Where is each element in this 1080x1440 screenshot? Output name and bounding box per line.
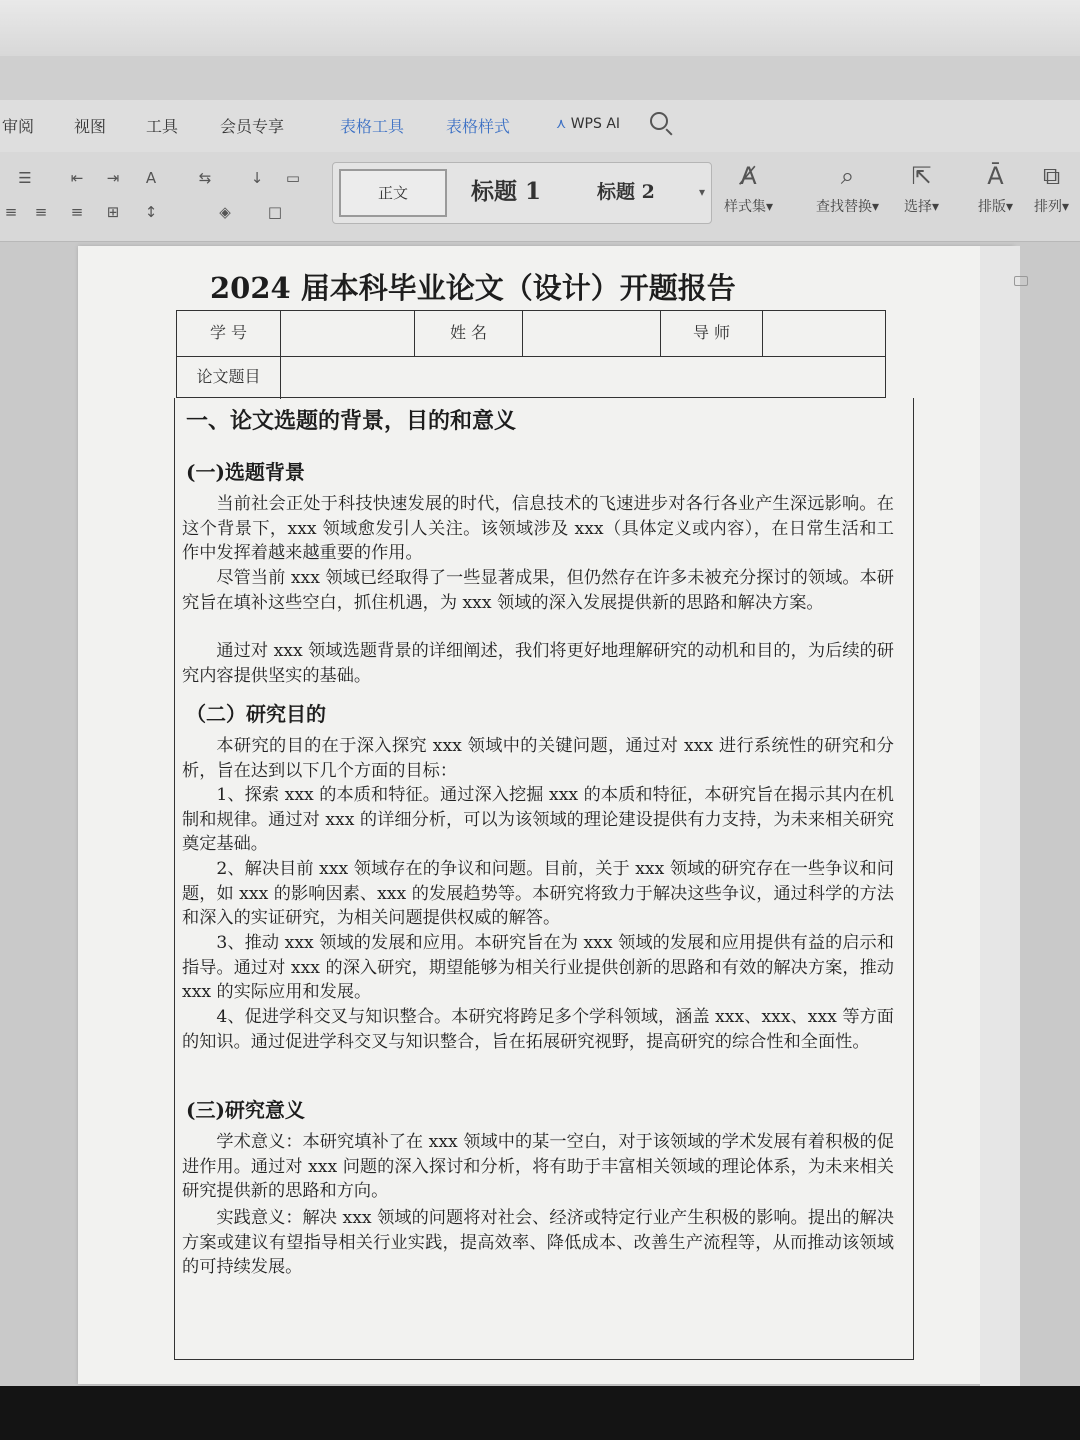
find-replace-button[interactable]: ⌕ 查找替换▾ xyxy=(816,162,880,215)
sort-icon[interactable]: ↓ xyxy=(250,169,264,187)
align-right-icon[interactable]: ≡ xyxy=(70,203,84,221)
paragraph: 尽管当前 xxx 领域已经取得了一些显著成果，但仍然存在许多未被充分探讨的领域。本研究旨在填补这些空白，抓住机遇，为 xxx 领域的深入发展提供新的思路和解决方案。 xyxy=(182,568,894,613)
paragraph: 学术意义：本研究填补了在 xxx 领域中的某一空白，对于该领域的学术发展有着积极的促进作用。通过对 xxx 问题的深入探讨和分析，将有助于丰富相关领域的理论体系，为未来相关研究提供新的思路和方向。 xyxy=(182,1132,894,1202)
show-marks-icon[interactable]: ▭ xyxy=(285,169,301,187)
style-set-label: 样式集 xyxy=(724,199,766,215)
subsection-heading-purpose: （二）研究目的 xyxy=(186,702,326,726)
subsection-heading-background: (一)选题背景 xyxy=(186,460,305,484)
magnifier-icon: ⌕ xyxy=(840,162,855,190)
layout-label: 排版 xyxy=(978,199,1006,215)
advisor-field[interactable] xyxy=(763,311,887,356)
select-label: 选择 xyxy=(904,199,932,215)
menu-review[interactable]: 审阅 xyxy=(2,117,35,136)
paragraph: 实践意义：解决 xxx 领域的问题将对社会、经济或特定行业产生积极的影响。提出的解决方案或建议有望指导相关行业实践，提高效率、降低成本、改善生产流程等，从而推动该领域的可持续发展。 xyxy=(182,1208,894,1278)
advisor-label: 导 师 xyxy=(661,311,763,356)
wps-ai-label: WPS AI xyxy=(570,116,621,132)
menu-bar xyxy=(0,100,1080,152)
name-label: 姓 名 xyxy=(415,311,523,356)
paragraph: 1、探索 xxx 的本质和特征。通过深入挖掘 xxx 的本质和特征，本研究旨在揭示其内在机制和规律。通过对 xxx 的详细分析，可以为该领域的理论建设提供有力支持，为未来相关研究奠定基础。 xyxy=(182,785,894,855)
layout-button[interactable]: Ā 排版▾ xyxy=(978,162,1014,215)
student-id-field[interactable] xyxy=(281,311,415,356)
increase-indent-icon[interactable]: ⇥ xyxy=(106,169,120,187)
paragraph: 通过对 xxx 领域选题背景的详细阐述，我们将更好地理解研究的动机和目的，为后续的研究内容提供坚实的基础。 xyxy=(182,641,894,686)
document-title: 2024 届本科毕业论文（设计）开题报告 xyxy=(210,271,736,305)
top-bezel xyxy=(0,0,1080,56)
style-heading-1[interactable]: 标题 1 xyxy=(471,178,542,205)
font-case-icon[interactable]: A xyxy=(145,169,157,187)
info-table-row xyxy=(177,311,885,357)
paragraph: 3、推动 xxx 领域的发展和应用。本研究旨在为 xxx 领域的发展和应用提供有益的启示和指导。通过对 xxx 的深入研究，期望能够为相关行业提供创新的思路和有效的解决方案，推动 xxx 的实际应用和发展。 xyxy=(182,933,894,1003)
style-set-button[interactable]: A̸ 样式集▾ xyxy=(724,162,774,215)
style-set-icon: A̸ xyxy=(740,162,757,190)
menu-view[interactable]: 视图 xyxy=(74,117,107,136)
info-table xyxy=(176,310,886,398)
wps-ai-icon: ⋏ xyxy=(556,116,571,132)
border-icon[interactable]: □ xyxy=(267,203,283,221)
menu-tools[interactable]: 工具 xyxy=(146,117,179,136)
menu-table-tools[interactable]: 表格工具 xyxy=(340,117,405,136)
paragraph: 2、解决目前 xxx 领域存在的争议和问题。目前，关于 xxx 领域的研究存在一些争议和问题，如 xxx 的影响因素、xxx 的发展趋势等。本研究将致力于解决这些争议，通过科学的方法和深入的实证研究，为相关问题提供权威的解答。 xyxy=(182,859,894,929)
style-heading-2[interactable]: 标题 2 xyxy=(597,181,655,203)
paragraph: 4、促进学科交叉与知识整合。本研究将跨足多个学科领域，涵盖 xxx、xxx、xxx 等方面的知识。通过促进学科交叉与知识整合，旨在拓展研究视野，提高研究的综合性和全面性。 xyxy=(182,1007,894,1052)
cursor-icon: ⇱ xyxy=(911,162,932,190)
bullet-list-icon[interactable]: ☰ xyxy=(18,169,32,187)
paragraph: 本研究的目的在于深入探究 xxx 领域中的关键问题，通过对 xxx 进行系统性的研究和分析，旨在达到以下几个方面的目标： xyxy=(182,736,894,781)
side-panel xyxy=(980,246,1020,1386)
text-direction-icon[interactable]: ⇆ xyxy=(198,169,212,187)
arrange-label: 排列 xyxy=(1034,199,1062,215)
arrange-icon: ⧉ xyxy=(1042,162,1061,190)
panel-toggle-icon[interactable] xyxy=(1014,276,1028,286)
align-left-icon[interactable]: ≡ xyxy=(4,203,18,221)
student-id-label: 学 号 xyxy=(177,311,281,356)
section-heading: 一、论文选题的背景，目的和意义 xyxy=(186,408,517,434)
thesis-title-label: 论文题目 xyxy=(177,357,281,399)
decrease-indent-icon[interactable]: ⇤ xyxy=(70,169,84,187)
menu-table-style[interactable]: 表格样式 xyxy=(446,117,511,136)
chevron-down-icon[interactable]: ▾ xyxy=(698,185,705,199)
select-button[interactable]: ⇱ 选择▾ xyxy=(904,162,940,215)
find-replace-label: 查找替换 xyxy=(816,199,872,215)
line-spacing-icon[interactable]: ↕ xyxy=(144,203,158,221)
menu-wps-ai[interactable] xyxy=(556,116,620,132)
style-normal[interactable]: 正文 xyxy=(339,169,447,217)
align-center-icon[interactable]: ≡ xyxy=(34,203,48,221)
distribute-icon[interactable]: ⊞ xyxy=(106,203,120,221)
search-icon[interactable] xyxy=(650,112,668,130)
layout-icon: Ā xyxy=(987,162,1004,190)
name-field[interactable] xyxy=(523,311,661,356)
menu-member[interactable]: 会员专享 xyxy=(220,117,285,136)
subsection-heading-significance: (三)研究意义 xyxy=(186,1098,305,1122)
paragraph: 当前社会正处于科技快速发展的时代，信息技术的飞速进步对各行各业产生深远影响。在这个背景下，xxx 领域愈发引人关注。该领域涉及 xxx（具体定义或内容），在日常生活和工作中发挥着越来越重要的作用。 xyxy=(182,494,894,564)
arrange-button[interactable]: ⧉ 排列▾ xyxy=(1034,162,1070,215)
bottom-bezel xyxy=(0,1386,1080,1440)
style-gallery xyxy=(332,162,712,224)
shading-icon[interactable]: ◈ xyxy=(219,203,231,221)
